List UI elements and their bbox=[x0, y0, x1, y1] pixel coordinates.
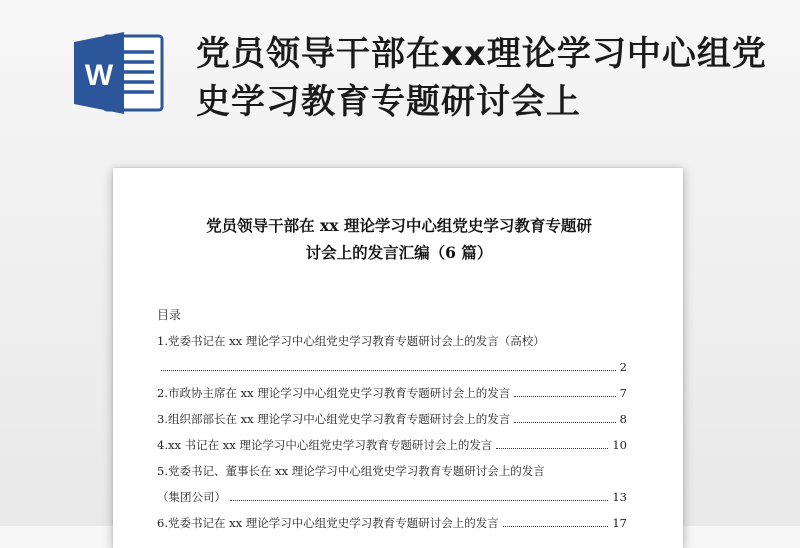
toc-entry-text: 3.组织部部长在 xx 理论学习中心组党史学习教育专题研讨会上的发言 bbox=[157, 412, 511, 426]
toc-leader bbox=[503, 510, 609, 527]
toc-page-number: 17 bbox=[612, 516, 627, 530]
toc-page-number: 7 bbox=[619, 386, 627, 400]
toc-entry-text: 6.党委书记在 xx 理论学习中心组党史学习教育专题研讨会上的发言 bbox=[157, 516, 499, 530]
svg-text:W: W bbox=[84, 59, 114, 92]
toc-entry[interactable] bbox=[157, 406, 627, 432]
document-title-line: 党员领导干部在 xx 理论学习中心组党史学习教育专题研 bbox=[206, 216, 592, 235]
page-title: 党员领导干部在xx理论学习中心组党史学习教育专题研讨会上 bbox=[196, 34, 767, 122]
toc-entry-text: 1.党委书记在 xx 理论学习中心组党史学习教育专题研讨会上的发言（高校） bbox=[157, 334, 545, 348]
toc-heading: 目录 bbox=[157, 308, 182, 322]
toc-entry[interactable] bbox=[157, 328, 627, 354]
header bbox=[0, 0, 800, 140]
toc-entry-text: （集团公司） bbox=[157, 490, 226, 504]
toc-entry-text: 2.市政协主席在 xx 理论学习中心组党史学习教育专题研讨会上的发言 bbox=[157, 386, 511, 400]
toc-leader bbox=[496, 432, 608, 449]
toc-leader bbox=[230, 484, 608, 501]
document-page bbox=[113, 168, 683, 548]
toc-entry[interactable] bbox=[157, 458, 627, 484]
toc-page-number: 13 bbox=[612, 490, 627, 504]
table-of-contents bbox=[157, 328, 627, 536]
toc-leader bbox=[514, 380, 615, 397]
toc-entry[interactable] bbox=[157, 484, 627, 510]
toc-leader bbox=[161, 354, 616, 371]
toc-entry-text: 4.xx 书记在 xx 理论学习中心组党史学习教育专题研讨会上的发言 bbox=[157, 438, 493, 452]
document-title-line: 讨会上的发言汇编（6 篇） bbox=[305, 243, 493, 262]
toc-page-number: 2 bbox=[619, 360, 627, 374]
word-icon bbox=[74, 32, 166, 114]
toc-entry[interactable] bbox=[157, 432, 627, 458]
toc-entry[interactable] bbox=[157, 354, 627, 380]
toc-leader bbox=[514, 406, 615, 423]
toc-entry-text: 5.党委书记、董事长在 xx 理论学习中心组党史学习教育专题研讨会上的发言 bbox=[157, 464, 545, 478]
toc-page-number: 8 bbox=[619, 412, 627, 426]
toc-entry[interactable] bbox=[157, 510, 627, 536]
document-title bbox=[149, 212, 649, 266]
toc-page-number: 10 bbox=[612, 438, 627, 452]
toc-entry[interactable] bbox=[157, 380, 627, 406]
